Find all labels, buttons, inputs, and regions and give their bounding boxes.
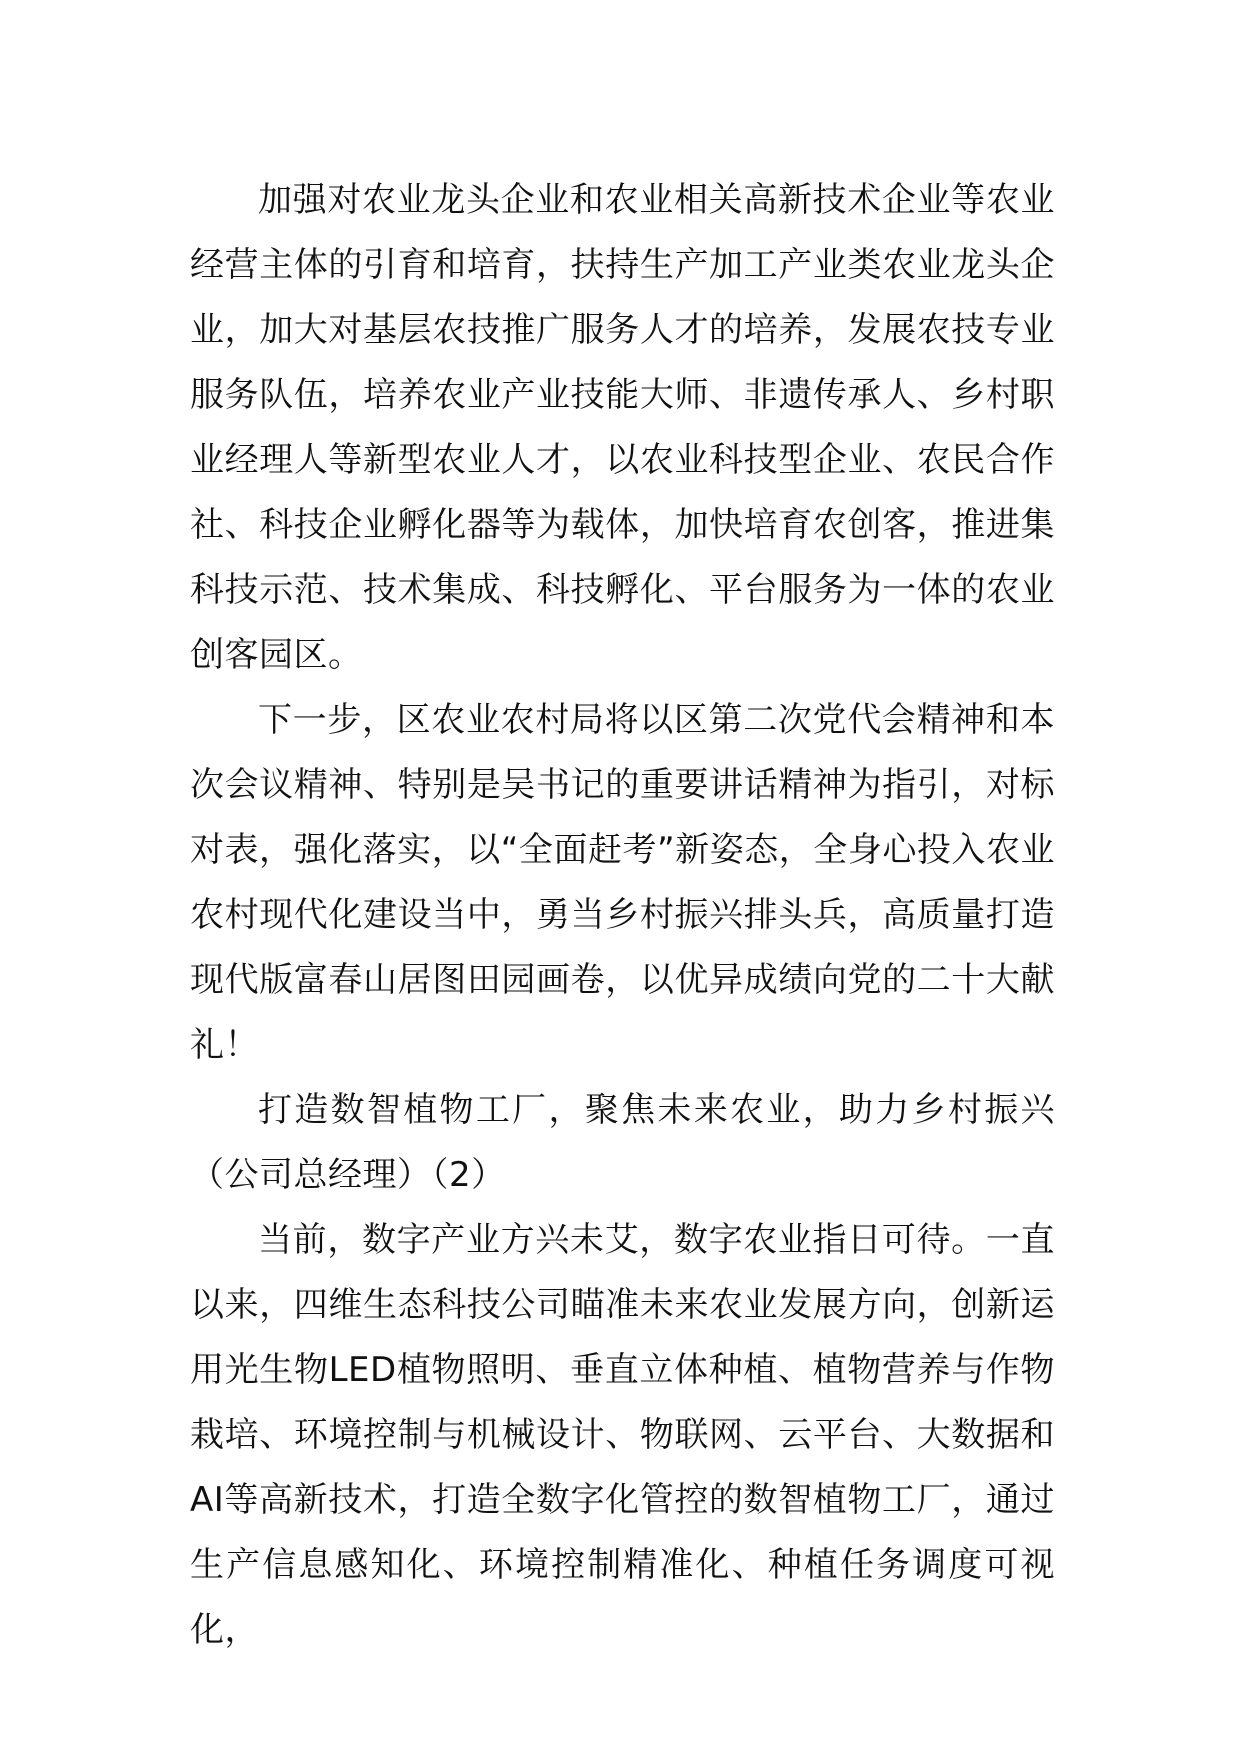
paragraph-talent-cultivation: 加强对农业龙头企业和农业相关高新技术企业等农业经营主体的引育和培育，扶持生产加工产业类农业龙头企业，加大对基层农技推广服务人才的培养，发展农技专业服务队伍，培养农业产业技能大师、非遗传承人、乡村职业经理人等新型农业人才，以农业科技型企业、农民合作社、科技企业孵化器等为载体，加快培育农创客，推进集科技示范、技术集成、科技孵化、平台服务为一体的农业创客园区。 — [190, 180, 1055, 675]
section-heading-plant-factory: 打造数智植物工厂，聚焦未来农业，助力乡村振兴（公司总经理）（2） — [190, 1090, 1055, 1195]
paragraph-next-steps: 下一步，区农业农村局将以区第二次党代会精神和本次会议精神、特别是吴书记的重要讲话精神为指引，对标对表，强化落实，以“全面赶考”新姿态，全身心投入农业农村现代化建设当中，勇当乡村振兴排头兵，高质量打造现代版富春山居图田园画卷，以优异成绩向党的二十大献礼！ — [190, 700, 1055, 1065]
document-body — [190, 168, 1055, 1663]
paragraph-digital-agriculture: 当前，数字产业方兴未艾，数字农业指日可待。一直以来，四维生态科技公司瞄准未来农业发展方向，创新运用光生物LED植物照明、垂直立体种植、植物营养与作物栽培、环境控制与机械设计、物联网、云平台、大数据和AI等高新技术，打造全数字化管控的数智植物工厂，通过生产信息感知化、环境控制精准化、种植任务调度可视化， — [190, 1220, 1055, 1650]
